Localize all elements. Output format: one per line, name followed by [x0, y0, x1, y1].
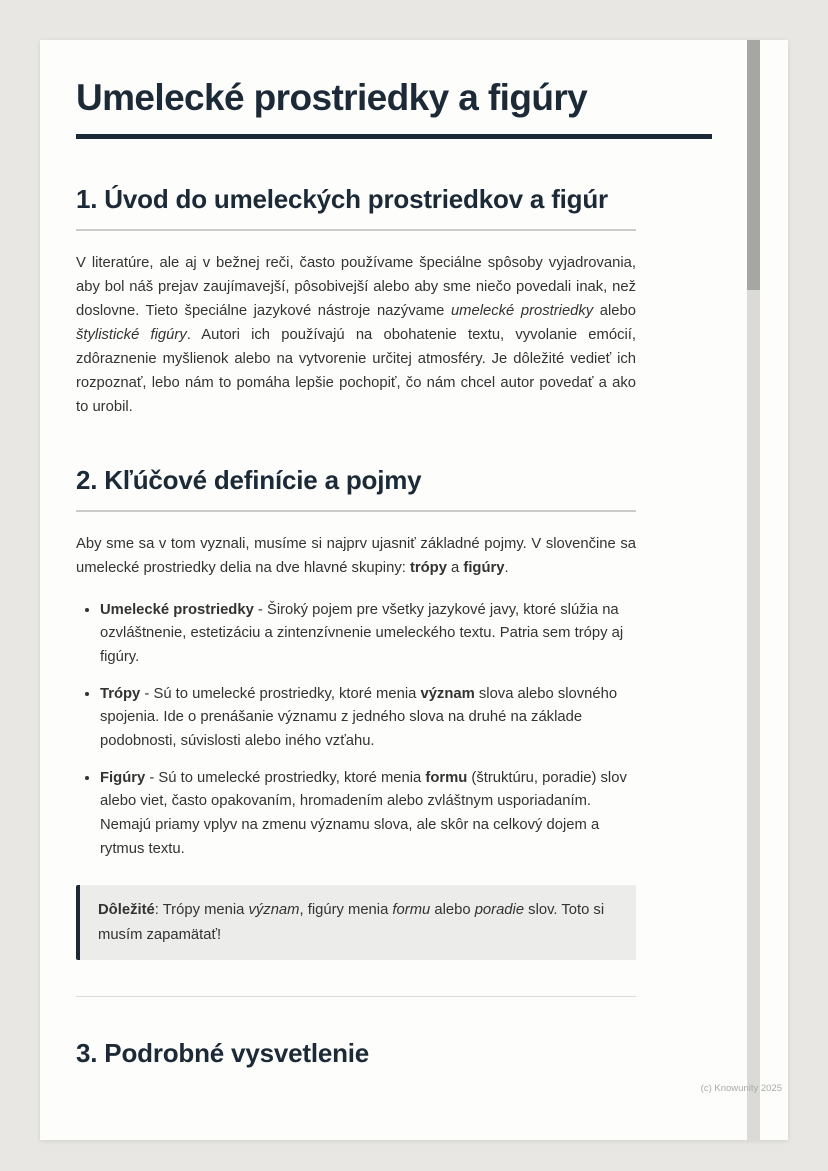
important-callout	[76, 885, 636, 960]
section-1-paragraph: V literatúre, ale aj v bežnej reči, často používame špeciálne spôsoby vyjadrovania, aby bol náš prejav zaujímavejší, pôsobivejší alebo aby sme niečo povedali inak, než doslovne. Tieto špeciálne jazykové nástroje nazývame umelecké prostriedky alebo štylistické figúry. Autori ich používajú na obohatenie textu, vyvolanie emócií, zdôraznenie myšlienok alebo na vytvorenie určitej atmosféry. Je dôležité vedieť ich rozpoznať, lebo nám to pomáha lepšie pochopiť, čo nám chcel autor povedať a ako to urobil.	[76, 255, 636, 415]
section-3-heading: 3. Podrobné vysvetlenie	[76, 1038, 370, 1069]
scrollbar-thumb[interactable]	[747, 40, 760, 290]
document-title: Umelecké prostriedky a figúry	[76, 76, 712, 139]
definitions-list	[76, 599, 636, 862]
section-divider	[76, 996, 636, 997]
section-definitions	[76, 464, 636, 997]
section-1-heading: 1. Úvod do umeleckých prostriedkov a figúr	[76, 183, 636, 231]
section-2-intro-paragraph: Aby sme sa v tom vyznali, musíme si najprv ujasniť základné pojmy. V slovenčine sa umelecké prostriedky delia na dve hlavné skupiny: trópy a figúry.	[76, 535, 636, 576]
section-intro	[76, 183, 636, 420]
watermark: (c) Knowunity 2025	[700, 1083, 782, 1094]
document-body	[76, 183, 636, 1071]
section-2-heading: 2. Kľúčové definície a pojmy	[76, 464, 636, 512]
list-item: • Figúry - Sú to umelecké prostriedky, ktoré menia formu (štruktúru, poradie) slov alebo viet, často opakovaním, hromadením alebo zvláštnym usporiadaním. Nemajú priamy vplyv na zmenu významu slova, ale skôr na celkový dojem a rytmus textu.	[100, 767, 636, 862]
list-item: • Umelecké prostriedky - Široký pojem pre všetky jazykové javy, ktoré slúžia na ozvláštnenie, estetizáciu a zintenzívnenie umeleckého textu. Patria sem trópy aj figúry.	[100, 599, 636, 670]
scrollbar[interactable]	[747, 40, 760, 1140]
important-callout-text: Dôležité: Trópy menia význam, figúry menia formu alebo poradie slov. Toto si musím zapamätať!	[98, 902, 605, 943]
list-item: • Trópy - Sú to umelecké prostriedky, ktoré menia význam slova alebo slovného spojenia. Ide o prenášanie významu z jedného slova na druhé na základe podobnosti, súvislosti alebo iného vzťahu.	[100, 683, 636, 754]
document-sheet	[40, 40, 788, 1140]
section-detail	[76, 1037, 636, 1071]
